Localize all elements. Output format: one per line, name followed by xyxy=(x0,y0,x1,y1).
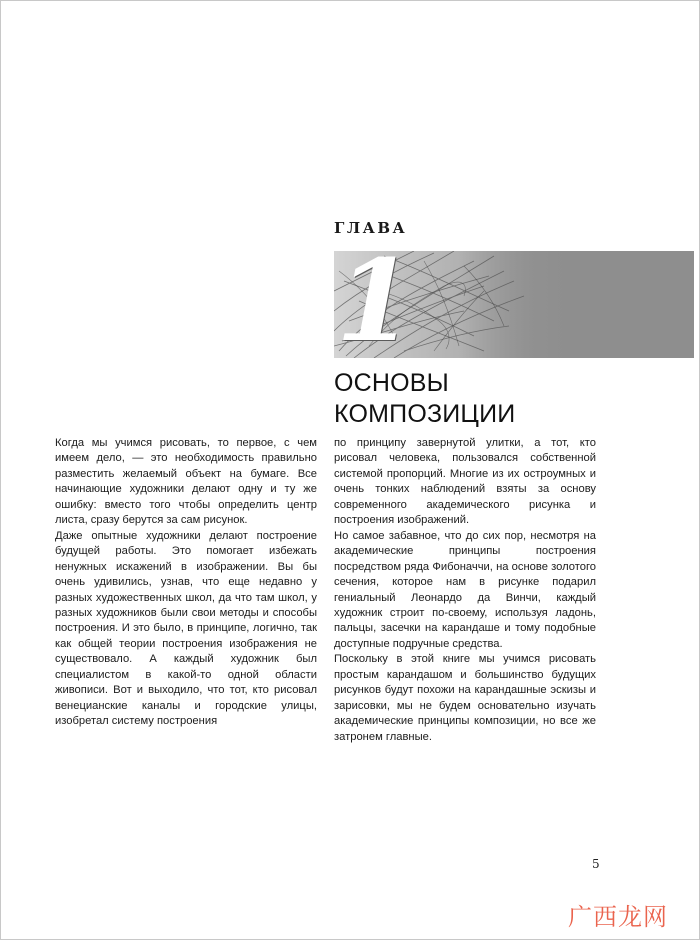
chapter-title-line-2: КОМПОЗИЦИИ xyxy=(334,400,516,428)
text-column-left xyxy=(55,436,317,730)
chapter-label: ГЛАВА xyxy=(334,219,408,237)
page-number: 5 xyxy=(592,857,600,871)
text-column-right xyxy=(334,436,596,745)
paragraph: Когда мы учимся рисовать, то первое, с чем имеем дело, — это необходимость правильно разместить желаемый объект на бумаге. Все начинающие художники делают одну и ту же ошибку: вместо того чтобы определить центр листа, сразу берутся за сам рисунок. xyxy=(55,437,317,527)
paragraph: Но самое забавное, что до сих пор, несмотря на академические принципы построения посредством ряда Фибоначчи, на основе золотого сечения, которое нам в рисунке подарил гениальный Леонардо да Винчи, каждый художник строит по-своему, используя ладонь, пальцы, засечки на карандаше и тому подобные доступные подручные средства. xyxy=(334,529,596,650)
paragraph: по принципу завернутой улитки, а тот, кто рисовал человека, пользовался собственной системой пропорций. Многие из их остроумных и очень тонких наблюдений взяты за основу современного академического рисунка и построения изображений. xyxy=(334,437,596,527)
paragraph: Поскольку в этой книге мы учимся рисовать простым карандашом и большинство будущих рисунков будут похожи на карандашные эскизы и зарисовки, мы не будем основательно изучать академические принципы композиции, но все же затронем главные. xyxy=(334,653,596,743)
paragraph: Даже опытные художники делают построение будущей работы. Это помогает избежать ненужных искажений в изображении. Вы бы очень удивились, узнав, что еще недавно у разных художественных школ, да что там школ, у разных художников были свои методы и способы построения. И это было, в принципе, логично, так как общей теории построения изображения не существовало. А каждый художник был специалистом в какой-то одной области живописи. Вот и выходило, что тот, кто рисовал венецианские каналы и городские улицы, изобретал систему построения xyxy=(55,529,317,728)
chapter-number: 1 xyxy=(336,236,414,367)
chapter-title xyxy=(334,368,515,430)
watermark-logo: 广西龙网 xyxy=(568,903,668,931)
chapter-title-line-1: ОСНОВЫ xyxy=(334,369,450,397)
